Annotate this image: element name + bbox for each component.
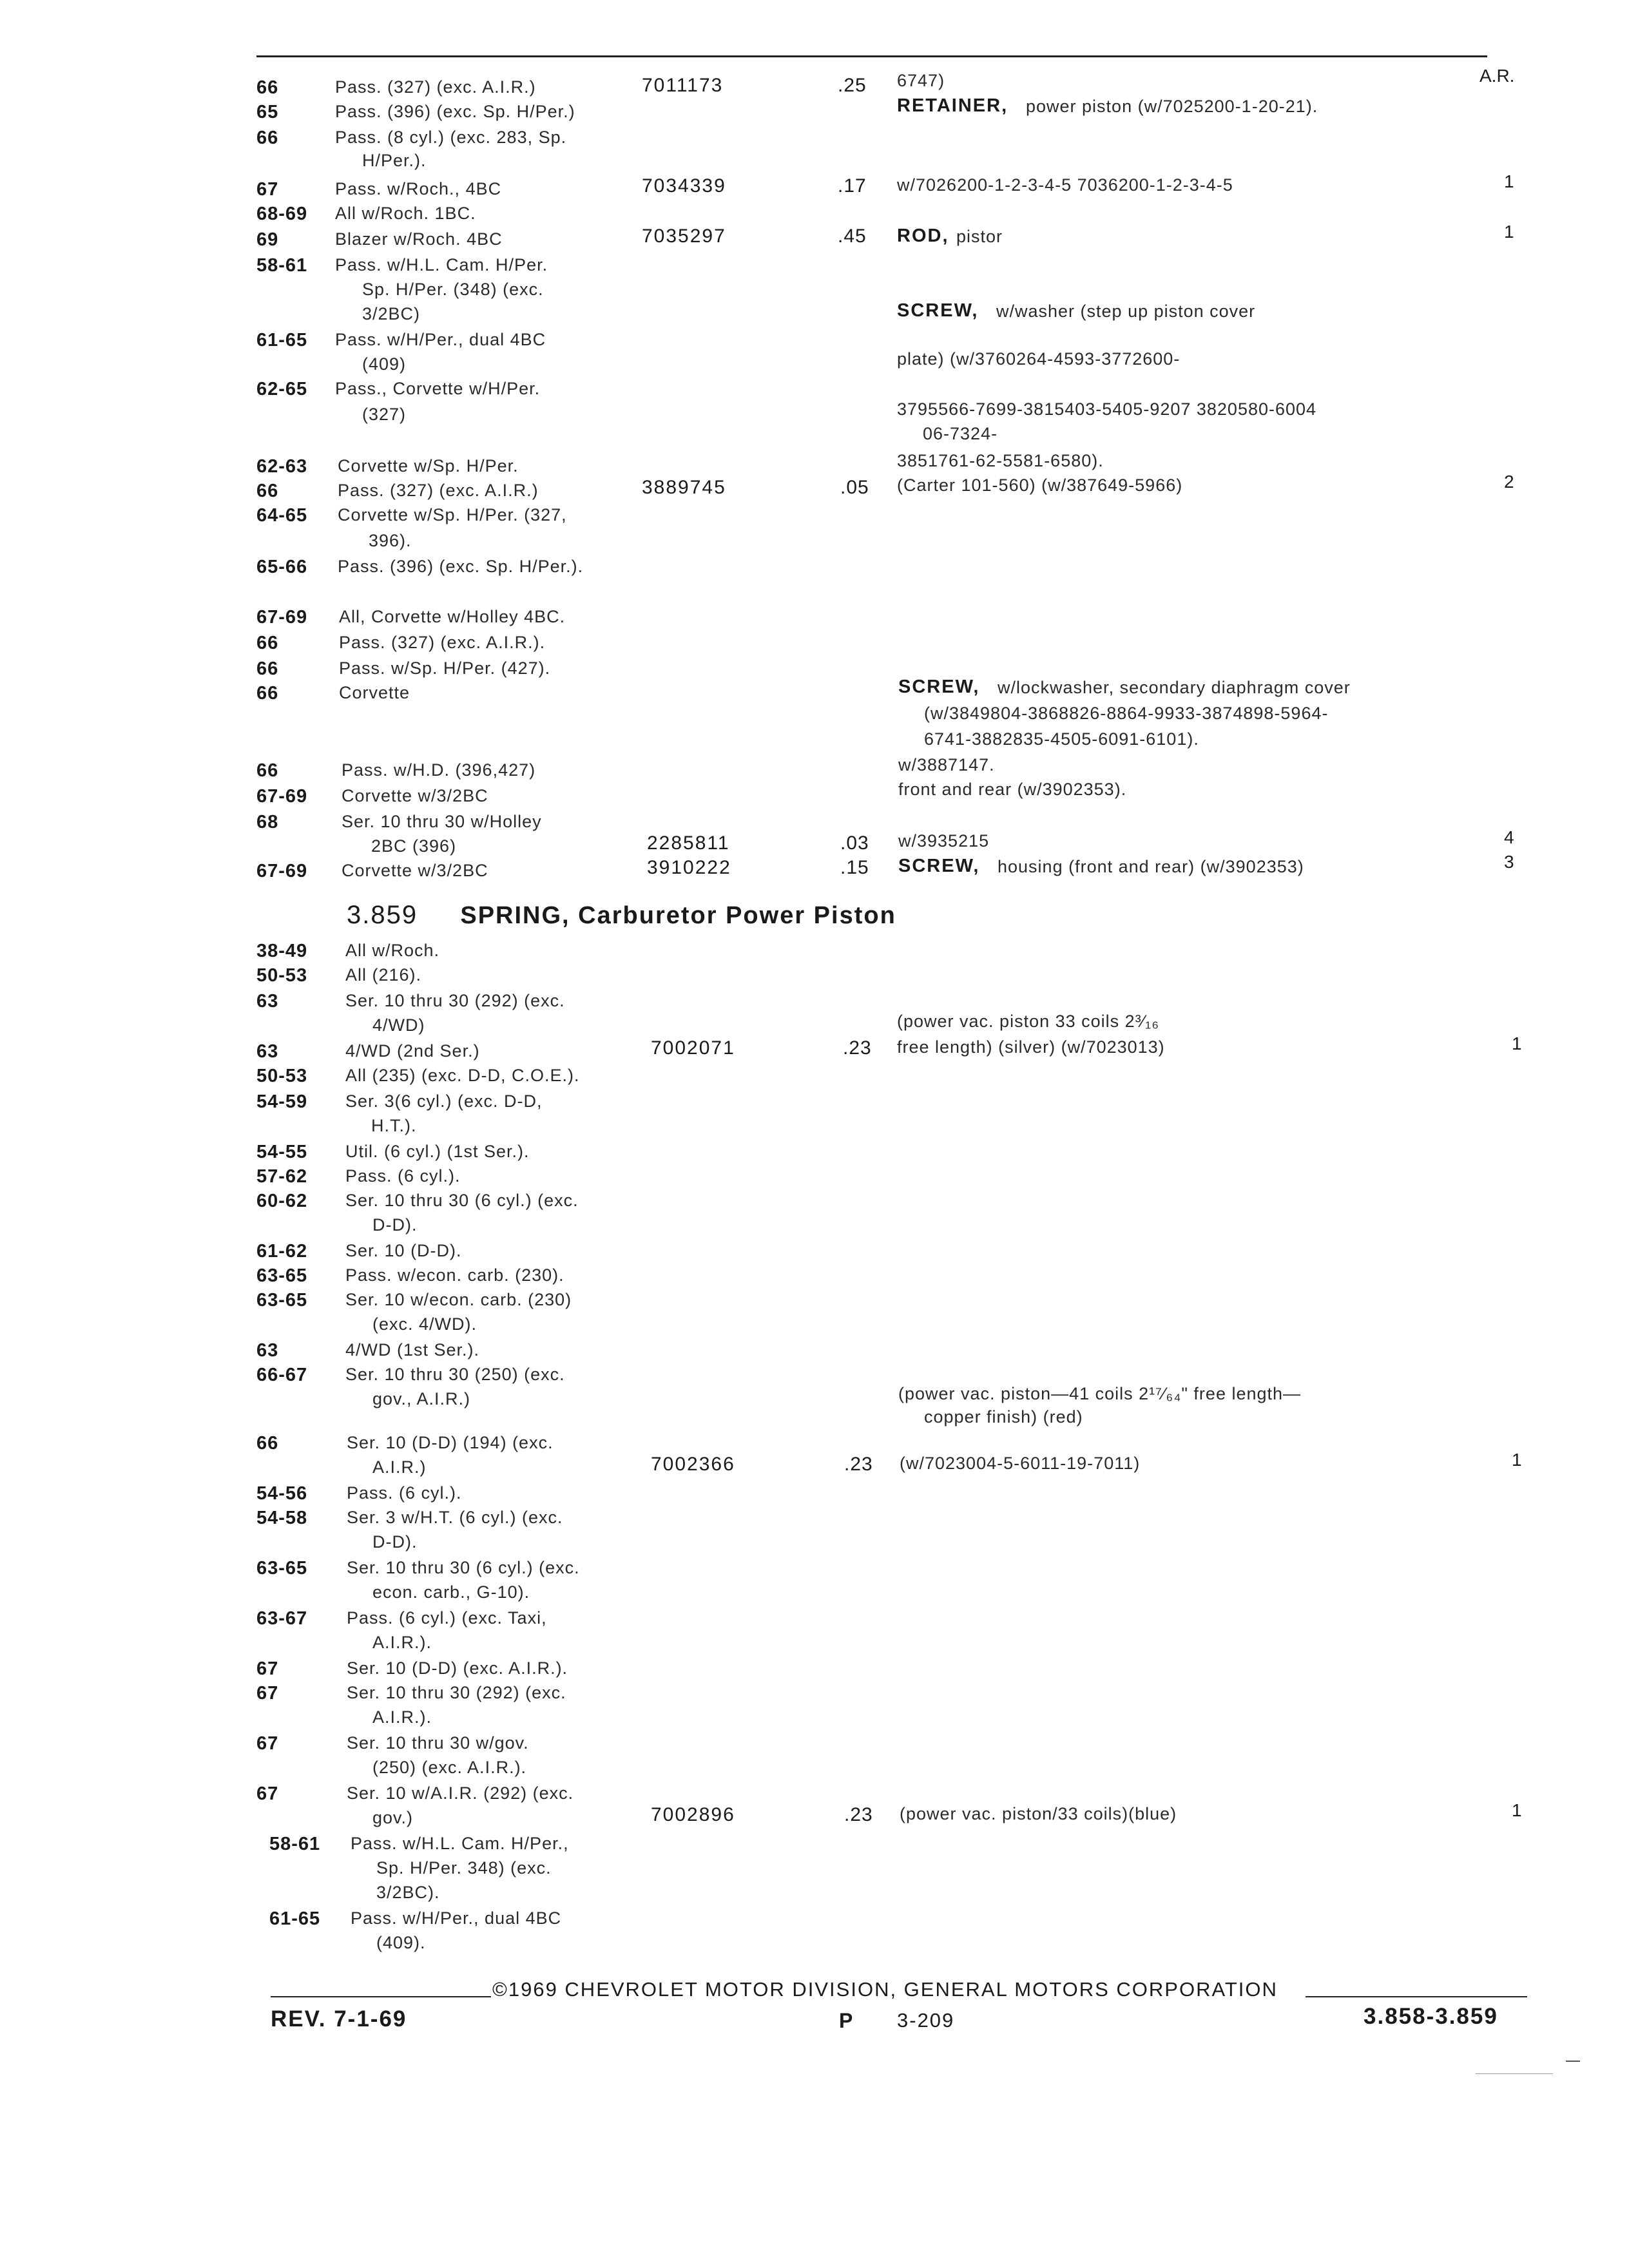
- top-rule: [256, 55, 1487, 57]
- application-text: Pass. w/H/Per., dual 4BC: [351, 1908, 562, 1928]
- model-year: 63-65: [256, 1265, 308, 1286]
- application-text: Pass. (396) (exc. Sp. H/Per.).: [338, 557, 584, 576]
- application-text: Pass. w/Roch., 4BC: [335, 179, 502, 198]
- application-text: Sp. H/Per. (348) (exc.: [362, 280, 544, 299]
- description-text: 3851761-62-5581-6580).: [897, 451, 1104, 470]
- application-text: Pass. w/H/Per., dual 4BC: [335, 330, 546, 349]
- description-text: front and rear (w/3902353).: [898, 780, 1127, 799]
- application-text: 396).: [369, 531, 412, 550]
- quantity: 3: [1504, 852, 1514, 872]
- application-text: gov., A.I.R.): [372, 1389, 471, 1408]
- description-text: housing (front and rear) (w/3902353): [998, 857, 1304, 876]
- model-year: 54-59: [256, 1091, 308, 1112]
- description-text: copper finish) (red): [924, 1407, 1083, 1427]
- footer-rule-left: [271, 1996, 491, 1997]
- application-text: 3/2BC): [362, 304, 421, 323]
- quantity: 1: [1512, 1033, 1522, 1053]
- part-number: 7034339: [642, 175, 726, 197]
- model-year: 63: [256, 991, 279, 1012]
- application-text: A.I.R.).: [372, 1633, 432, 1652]
- description-text: 6741-3882835-4505-6091-6101).: [924, 729, 1199, 749]
- application-text: Ser. 10 w/A.I.R. (292) (exc.: [347, 1783, 574, 1803]
- application-text: Ser. 10 thru 30 (6 cyl.) (exc.: [345, 1191, 579, 1210]
- application-text: H/Per.).: [362, 151, 427, 170]
- section-header: [347, 902, 896, 928]
- section-range: 3.858-3.859: [1364, 2004, 1498, 2029]
- description-text: plate) (w/3760264-4593-3772600-: [897, 349, 1181, 369]
- application-text: 4/WD): [372, 1015, 425, 1035]
- application-text: Pass. w/econ. carb. (230).: [345, 1265, 564, 1285]
- application-text: (327): [362, 405, 407, 424]
- model-year: 67-69: [256, 861, 308, 881]
- price: .05: [840, 477, 869, 498]
- model-year: 65-66: [256, 557, 308, 577]
- part-number: 7002366: [651, 1454, 735, 1475]
- application-text: Pass. (327) (exc. A.I.R.): [338, 481, 539, 500]
- application-text: 3/2BC).: [376, 1883, 440, 1902]
- application-text: Corvette w/Sp. H/Per. (327,: [338, 505, 567, 524]
- application-text: Corvette: [339, 683, 410, 702]
- model-year: 54-56: [256, 1483, 308, 1504]
- model-year: 54-55: [256, 1142, 308, 1162]
- model-year: 50-53: [256, 1066, 308, 1086]
- application-text: (250) (exc. A.I.R.).: [372, 1758, 527, 1777]
- model-year: 57-62: [256, 1166, 308, 1187]
- application-text: (409).: [376, 1933, 426, 1952]
- application-text: Ser. 10 thru 30 (250) (exc.: [345, 1365, 565, 1384]
- description-text: (Carter 101-560) (w/387649-5966): [897, 476, 1183, 495]
- quantity: 1: [1512, 1450, 1522, 1470]
- model-year: 65: [256, 102, 279, 122]
- model-year: 61-62: [256, 1241, 308, 1262]
- copyright-line: ©1969 CHEVROLET MOTOR DIVISION, GENERAL MOTORS CORPORATION: [492, 1978, 1278, 2001]
- model-year: 62-63: [256, 456, 308, 477]
- price: .23: [844, 1454, 873, 1475]
- application-text: Sp. H/Per. 348) (exc.: [376, 1858, 552, 1878]
- application-text: Pass. (6 cyl.) (exc. Taxi,: [347, 1608, 547, 1628]
- application-text: Pass. (6 cyl.).: [347, 1483, 462, 1503]
- application-text: Pass. (327) (exc. A.I.R.): [335, 77, 536, 97]
- model-year: 68-69: [256, 204, 308, 224]
- application-text: Ser. 10 thru 30 (292) (exc.: [347, 1683, 566, 1702]
- model-year: 63-65: [256, 1290, 308, 1311]
- model-year: 66: [256, 658, 279, 679]
- model-year: 61-65: [269, 1908, 321, 1929]
- description-text: (w/3849804-3868826-8864-9933-3874898-5964-: [924, 704, 1329, 723]
- quantity: 1: [1512, 1800, 1522, 1820]
- model-year: 66-67: [256, 1365, 308, 1385]
- description-text: (w/7023004-5-6011-19-7011): [900, 1454, 1141, 1473]
- model-year: 63-65: [256, 1558, 308, 1579]
- application-text: Pass. w/H.L. Cam. H/Per.: [335, 255, 548, 274]
- model-year: 38-49: [256, 941, 308, 961]
- part-name: SCREW,: [898, 677, 980, 697]
- model-year: 67: [256, 1783, 279, 1804]
- price: .23: [843, 1037, 872, 1059]
- scan-mark: [1566, 2061, 1580, 2062]
- description-text: 6747): [897, 71, 945, 90]
- application-text: All w/Roch.: [345, 941, 440, 960]
- application-text: Ser. 10 thru 30 (6 cyl.) (exc.: [347, 1558, 580, 1577]
- description-text: (power vac. piston 33 coils 2³⁄₁₆: [897, 1012, 1160, 1031]
- model-year: 66: [256, 77, 279, 98]
- application-text: Ser. 10 thru 30 (292) (exc.: [345, 991, 565, 1010]
- part-number: 7002896: [651, 1804, 735, 1825]
- application-text: Ser. 3 w/H.T. (6 cyl.) (exc.: [347, 1508, 563, 1527]
- model-year: 60-62: [256, 1191, 308, 1211]
- quantity: 2: [1504, 472, 1514, 492]
- price: .45: [838, 226, 867, 247]
- part-number: 3910222: [647, 857, 731, 878]
- page-letter: P: [839, 2009, 854, 2032]
- part-name: SCREW,: [897, 300, 979, 321]
- model-year: 61-65: [256, 330, 308, 351]
- application-text: gov.): [372, 1808, 414, 1827]
- application-text: Util. (6 cyl.) (1st Ser.).: [345, 1142, 530, 1161]
- description-text: w/3935215: [898, 831, 990, 850]
- part-name: RETAINER,: [897, 95, 1008, 116]
- application-text: D-D).: [372, 1215, 418, 1235]
- description-text: w/washer (step up piston cover: [996, 302, 1256, 321]
- description-text: w/3887147.: [898, 755, 995, 774]
- application-text: Ser. 10 thru 30 w/Holley: [342, 812, 542, 831]
- application-text: Ser. 10 w/econ. carb. (230): [345, 1290, 572, 1309]
- part-number: 7011173: [642, 75, 724, 96]
- part-number: 7035297: [642, 226, 726, 247]
- model-year: 64-65: [256, 505, 308, 526]
- application-text: Pass. (396) (exc. Sp. H/Per.): [335, 102, 575, 121]
- description-text: 3795566-7699-3815403-5405-9207 3820580-6004: [897, 399, 1317, 419]
- model-year: 58-61: [269, 1834, 321, 1854]
- quantity: 1: [1504, 171, 1514, 191]
- description-text: w/lockwasher, secondary diaphragm cover: [998, 678, 1351, 697]
- model-year: 50-53: [256, 965, 308, 986]
- description-text: (power vac. piston—41 coils 2¹⁷⁄₆₄" free length—: [898, 1384, 1302, 1403]
- model-year: 66: [256, 633, 279, 653]
- application-text: Ser. 3(6 cyl.) (exc. D-D,: [345, 1091, 543, 1111]
- application-text: econ. carb., G-10).: [372, 1582, 530, 1602]
- application-text: H.T.).: [371, 1116, 417, 1135]
- application-text: Pass., Corvette w/H/Per.: [335, 379, 541, 398]
- application-text: 4/WD (2nd Ser.): [345, 1041, 480, 1061]
- part-name: SCREW,: [898, 856, 980, 876]
- scan-dash: [1476, 2073, 1553, 2074]
- revision-date: REV. 7-1-69: [271, 2006, 407, 2032]
- application-text: Ser. 10 thru 30 w/gov.: [347, 1733, 529, 1753]
- application-text: Pass. (6 cyl.).: [345, 1166, 461, 1186]
- model-year: 66: [256, 128, 279, 148]
- application-text: Pass. (327) (exc. A.I.R.).: [339, 633, 546, 652]
- model-year: 67-69: [256, 607, 308, 628]
- application-text: Pass. (8 cyl.) (exc. 283, Sp.: [335, 128, 567, 147]
- application-text: Pass. w/H.L. Cam. H/Per.,: [351, 1834, 569, 1853]
- application-text: 2BC (396): [371, 836, 457, 856]
- model-year: 63: [256, 1041, 279, 1062]
- model-year: 62-65: [256, 379, 308, 399]
- description-text: pistor: [956, 227, 1003, 246]
- model-year: 67: [256, 1733, 279, 1754]
- quantity: 4: [1504, 827, 1514, 847]
- section-number: 3.859: [347, 901, 418, 929]
- part-name: ROD,: [897, 226, 949, 246]
- application-text: A.I.R.).: [372, 1707, 432, 1727]
- application-text: All (216).: [345, 965, 422, 985]
- model-year: 66: [256, 481, 279, 501]
- application-text: Pass. w/Sp. H/Per. (427).: [339, 658, 551, 678]
- model-year: 67: [256, 179, 279, 200]
- description-text: 06-7324-: [923, 424, 998, 443]
- application-text: (409): [362, 354, 407, 374]
- price: .23: [844, 1804, 873, 1825]
- model-year: 67: [256, 1658, 279, 1679]
- model-year: 67-69: [256, 786, 308, 807]
- part-number: 2285811: [647, 832, 730, 854]
- description-text: (power vac. piston/33 coils)(blue): [900, 1804, 1177, 1823]
- application-text: All (235) (exc. D-D, C.O.E.).: [345, 1066, 580, 1085]
- price: .25: [838, 75, 867, 96]
- model-year: 66: [256, 760, 279, 781]
- description-text: power piston (w/7025200-1-20-21).: [1026, 97, 1318, 116]
- application-text: D-D).: [372, 1532, 418, 1552]
- model-year: 63: [256, 1340, 279, 1361]
- application-text: Blazer w/Roch. 4BC: [335, 229, 503, 249]
- application-text: Corvette w/3/2BC: [342, 861, 488, 880]
- application-text: Corvette w/Sp. H/Per.: [338, 456, 519, 476]
- section-title: SPRING, Carburetor Power Piston: [460, 902, 896, 929]
- price: .15: [840, 857, 869, 878]
- model-year: 69: [256, 229, 279, 250]
- application-text: Corvette w/3/2BC: [342, 786, 488, 805]
- footer-rule-right: [1306, 1996, 1527, 1997]
- model-year: 66: [256, 683, 279, 704]
- application-text: 4/WD (1st Ser.).: [345, 1340, 480, 1360]
- description-text: w/7026200-1-2-3-4-5 7036200-1-2-3-4-5: [897, 175, 1233, 195]
- application-text: A.I.R.): [372, 1457, 427, 1477]
- price: .03: [840, 832, 869, 854]
- model-year: 68: [256, 812, 279, 832]
- application-text: (exc. 4/WD).: [372, 1314, 477, 1334]
- description-text: free length) (silver) (w/7023013): [897, 1037, 1165, 1057]
- application-text: Ser. 10 (D-D).: [345, 1241, 462, 1260]
- application-text: Ser. 10 (D-D) (exc. A.I.R.).: [347, 1658, 568, 1678]
- application-text: All, Corvette w/Holley 4BC.: [339, 607, 566, 626]
- model-year: 54-58: [256, 1508, 308, 1528]
- quantity: A.R.: [1480, 66, 1515, 86]
- part-number: 3889745: [642, 477, 726, 498]
- model-year: 58-61: [256, 255, 308, 276]
- quantity: 1: [1504, 222, 1514, 242]
- page-number: 3-209: [897, 2009, 955, 2032]
- model-year: 63-67: [256, 1608, 308, 1629]
- part-number: 7002071: [651, 1037, 735, 1059]
- model-year: 67: [256, 1683, 279, 1704]
- price: .17: [838, 175, 867, 197]
- application-text: Pass. w/H.D. (396,427): [342, 760, 536, 780]
- model-year: 66: [256, 1433, 279, 1454]
- application-text: All w/Roch. 1BC.: [335, 204, 476, 223]
- application-text: Ser. 10 (D-D) (194) (exc.: [347, 1433, 554, 1452]
